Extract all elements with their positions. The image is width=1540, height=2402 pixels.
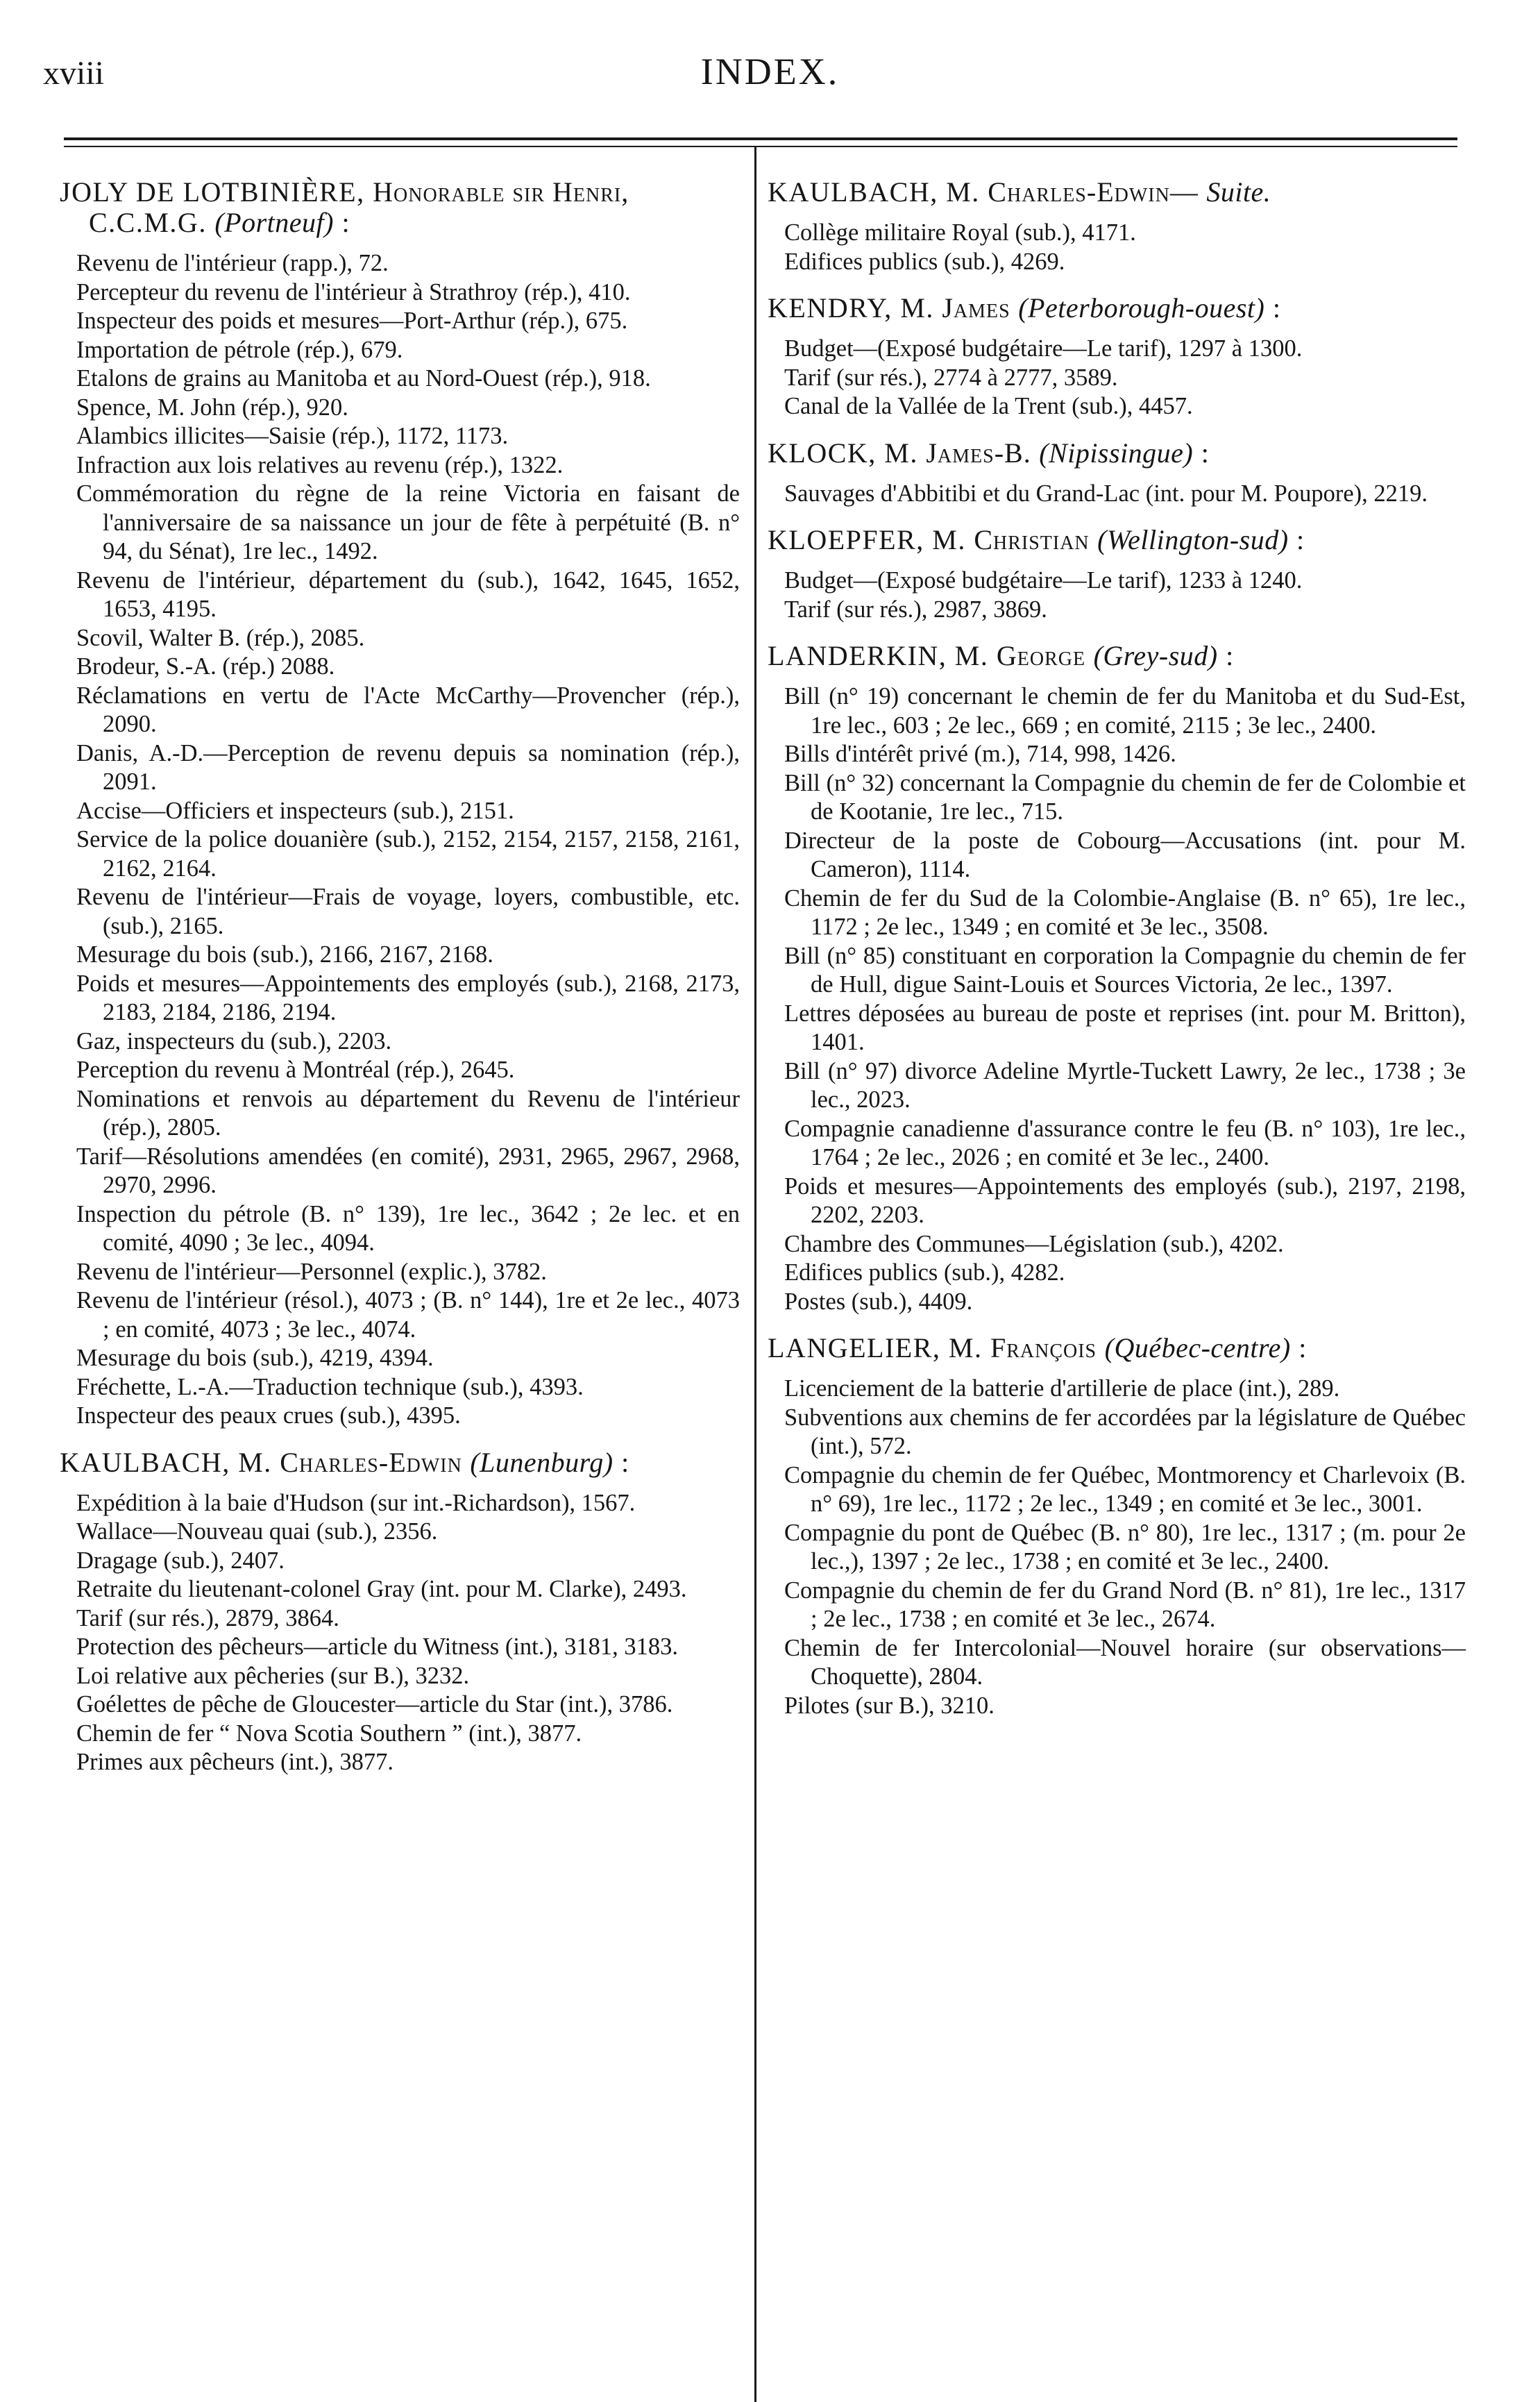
member-surname: LANDERKIN, M. [768, 640, 989, 671]
index-entry: Nominations et renvois au département du Revenu de l'intérieur (rép.), 2805. [76, 1085, 740, 1141]
index-entry: Mesurage du bois (sub.), 4219, 4394. [76, 1345, 434, 1371]
member-surname: KAULBACH, M. [60, 1446, 272, 1478]
heading-colon: : [1288, 524, 1305, 555]
member-riding: (Wellington-sud) [1097, 524, 1289, 555]
index-entry: Etalons de grains au Manitoba et au Nord-Ouest (rép.), 918. [76, 365, 651, 392]
member-riding: (Lunenburg) [470, 1446, 614, 1478]
index-entry: Brodeur, S.-A. (rép.) 2088. [76, 653, 335, 680]
index-entry: Edifices publics (sub.), 4269. [784, 248, 1065, 275]
index-entry: Accise—Officiers et inspecteurs (sub.), 2151. [76, 797, 514, 824]
member-riding: (Nipissingue) [1039, 437, 1194, 469]
heading-colon: : [1193, 437, 1210, 469]
index-entry: Mesurage du bois (sub.), 2166, 2167, 2168. [76, 941, 493, 968]
index-entry: Compagnie du chemin de fer Québec, Montmorency et Charlevoix (B. n° 69), 1re lec., 1172 ; 2e lec., 1349 ; en comité et 3e lec., 3001. [784, 1461, 1466, 1517]
index-entry: Bills d'intérêt privé (m.), 714, 998, 1426. [784, 741, 1176, 767]
index-entry: Compagnie du chemin de fer du Grand Nord (B. n° 81), 1re lec., 1317 ; 2e lec., 1738 ; en comité et 3e lec., 2674. [784, 1577, 1466, 1632]
member-surname: KENDRY, M. [768, 292, 934, 324]
index-entry: Chambre des Communes—Législation (sub.), 4202. [784, 1230, 1284, 1257]
index-entry: Réclamations en vertu de l'Acte McCarthy—Provencher (rép.), 2090. [76, 682, 740, 737]
index-person [60, 1447, 740, 1777]
index-entry: Tarif (sur rés.), 2987, 3869. [784, 596, 1047, 623]
index-column-right [768, 177, 1466, 1737]
member-given-name: James-B. [926, 437, 1031, 469]
index-entry-list [768, 1375, 1466, 1720]
index-person [768, 438, 1466, 509]
index-entry: Perception du revenu à Montréal (rép.), 2645. [76, 1057, 515, 1083]
index-entry: Alambics illicites—Saisie (rép.), 1172, 1173. [76, 423, 509, 449]
index-entry: Edifices publics (sub.), 4282. [784, 1259, 1065, 1286]
member-surname: KLOEPFER, M. [768, 524, 966, 555]
person-heading [768, 525, 1466, 555]
index-entry: Wallace—Nouveau quai (sub.), 2356. [76, 1518, 438, 1545]
index-entry-list [768, 219, 1466, 276]
index-entry: Pilotes (sur B.), 3210. [784, 1692, 995, 1719]
member-riding: (Grey-sud) [1093, 640, 1218, 671]
member-riding: (Portneuf) [214, 207, 334, 238]
member-riding: (Peterborough-ouest) [1018, 292, 1265, 324]
person-heading [768, 293, 1466, 324]
index-entry: Inspection du pétrole (B. n° 139), 1re lec., 3642 ; 2e lec. et en comité, 4090 ; 3e lec., 4094. [76, 1200, 740, 1256]
member-surname: JOLY DE LOTBINIÈRE, [60, 176, 365, 208]
index-entry: Poids et mesures—Appointements des employés (sub.), 2168, 2173, 2183, 2184, 2186, 2194. [76, 970, 740, 1025]
index-entry: Commémoration du règne de la reine Victoria en faisant de l'anniversaire de sa naissance un jour de fête à perpétuité (B. n° 94, du Sénat), 1re lec., 1492. [76, 480, 740, 564]
heading-colon: : [1217, 640, 1235, 671]
index-entry: Infraction aux lois relatives au revenu (rép.), 1322. [76, 451, 564, 478]
index-entry: Compagnie du pont de Québec (B. n° 80), 1re lec., 1317 ; (m. pour 2e lec.,), 1397 ; 2e lec., 1738 ; en comité et 3e lec., 2400. [784, 1519, 1466, 1574]
index-entry: Bill (n° 19) concernant le chemin de fer du Manitoba et du Sud-Est, 1re lec., 603 ; 2e lec., 669 ; en comité, 2115 ; 3e lec., 2400. [784, 683, 1466, 739]
index-entry: Loi relative aux pêcheries (sur B.), 3232. [76, 1662, 470, 1689]
index-entry: Lettres déposées au bureau de poste et reprises (int. pour M. Britton), 1401. [784, 1000, 1466, 1055]
index-entry: Fréchette, L.-A.—Traduction technique (sub.), 4393. [76, 1373, 584, 1400]
person-heading [60, 177, 740, 238]
member-surname: KLOCK, M. [768, 437, 918, 469]
index-entry: Revenu de l'intérieur (résol.), 4073 ; (B. n° 144), 1re et 2e lec., 4073 ; en comité, 4073 ; 3e lec., 4074. [76, 1287, 740, 1343]
index-entry: Bill (n° 32) concernant la Compagnie du chemin de fer de Colombie et de Kootanie, 1re lec., 715. [784, 769, 1466, 825]
column-divider [754, 146, 756, 2402]
index-person [768, 177, 1466, 276]
person-heading [768, 177, 1466, 208]
member-given-name: Charles-Edwin [280, 1446, 462, 1478]
index-entry: Revenu de l'intérieur (rapp.), 72. [76, 250, 389, 276]
index-entry: Bill (n° 97) divorce Adeline Myrtle-Tuckett Lawry, 2e lec., 1738 ; 3e lec., 2023. [784, 1057, 1466, 1113]
index-entry: Chemin de fer “ Nova Scotia Southern ” (int.), 3877. [76, 1720, 582, 1747]
index-entry: Canal de la Vallée de la Trent (sub.), 4457. [784, 393, 1193, 419]
index-entry: Tarif—Résolutions amendées (en comité), 2931, 2965, 2967, 2968, 2970, 2996. [76, 1143, 740, 1198]
index-entry: Retraite du lieutenant-colonel Gray (int. pour M. Clarke), 2493. [76, 1576, 687, 1602]
member-surname: KAULBACH, M. [768, 176, 980, 208]
index-entry-list [768, 335, 1466, 421]
index-entry: Poids et mesures—Appointements des employés (sub.), 2197, 2198, 2202, 2203. [784, 1173, 1466, 1228]
index-column-left [60, 177, 740, 1794]
index-entry-list [60, 249, 740, 1431]
index-person [768, 525, 1466, 624]
index-entry-list [768, 480, 1466, 509]
index-entry: Postes (sub.), 4409. [784, 1288, 973, 1315]
index-entry: Licenciement de la batterie d'artillerie de place (int.), 289. [784, 1375, 1340, 1402]
heading-colon: : [1290, 1332, 1308, 1363]
member-title: C.C.M.G. [89, 207, 207, 238]
heading-colon: : [613, 1446, 630, 1478]
index-entry: Service de la police douanière (sub.), 2152, 2154, 2157, 2158, 2161, 2162, 2164. [76, 826, 740, 882]
header-rule-thin [64, 146, 1457, 147]
member-riding: Suite. [1206, 176, 1271, 208]
index-entry: Chemin de fer Intercolonial—Nouvel horaire (sur observations—Choquette), 2804. [784, 1634, 1466, 1690]
index-entry-list [768, 566, 1466, 624]
index-entry: Percepteur du revenu de l'intérieur à Strathroy (rép.), 410. [76, 278, 631, 305]
index-entry: Tarif (sur rés.), 2879, 3864. [76, 1604, 339, 1631]
index-entry: Inspecteur des peaux crues (sub.), 4395. [76, 1402, 461, 1429]
person-heading [768, 438, 1466, 469]
index-entry-list [768, 682, 1466, 1316]
header-rule-thick [64, 137, 1457, 140]
index-entry: Collège militaire Royal (sub.), 4171. [784, 219, 1136, 246]
index-entry: Bill (n° 85) constituant en corporation la Compagnie du chemin de fer de Hull, digue Saint-Louis et Sources Victoria, 2e lec., 1397. [784, 942, 1466, 998]
index-entry: Tarif (sur rés.), 2774 à 2777, 3589. [784, 364, 1118, 391]
member-given-name: George [996, 640, 1086, 671]
index-entry: Revenu de l'intérieur—Personnel (explic.), 3782. [76, 1258, 547, 1285]
index-entry: Directeur de la poste de Cobourg—Accusations (int. pour M. Cameron), 1114. [784, 827, 1466, 882]
index-entry: Protection des pêcheurs—article du Witness (int.), 3181, 3183. [76, 1633, 678, 1660]
index-entry: Budget—(Exposé budgétaire—Le tarif), 1233 à 1240. [784, 567, 1303, 594]
index-entry: Danis, A.-D.—Perception de revenu depuis sa nomination (rép.), 2091. [76, 739, 740, 795]
index-entry-list [60, 1489, 740, 1777]
index-entry: Compagnie canadienne d'assurance contre le feu (B. n° 103), 1re lec., 1764 ; 2e lec., 2026 ; en comité et 3e lec., 2400. [784, 1115, 1466, 1170]
person-heading [768, 1333, 1466, 1363]
index-person [768, 641, 1466, 1316]
index-entry: Dragage (sub.), 2407. [76, 1547, 285, 1574]
index-entry: Importation de pétrole (rép.), 679. [76, 336, 403, 363]
member-given-name: James [942, 292, 1010, 324]
page-number: xviii [43, 55, 105, 92]
index-entry: Expédition à la baie d'Hudson (sur int.-Richardson), 1567. [76, 1489, 636, 1516]
index-entry: Gaz, inspecteurs du (sub.), 2203. [76, 1027, 392, 1055]
index-person [768, 293, 1466, 421]
index-entry: Sauvages d'Abbitibi et du Grand-Lac (int. pour M. Poupore), 2219. [784, 480, 1428, 507]
index-entry: Primes aux pêcheurs (int.), 3877. [76, 1749, 394, 1775]
index-entry: Subventions aux chemins de fer accordées par la législature de Québec (int.), 572. [784, 1404, 1466, 1459]
index-person [768, 1333, 1466, 1720]
member-given-name: Honorable sir Henri, [373, 176, 629, 208]
index-entry: Budget—(Exposé budgétaire—Le tarif), 1297 à 1300. [784, 335, 1303, 362]
heading-colon: : [333, 207, 351, 238]
index-entry: Revenu de l'intérieur, département du (sub.), 1642, 1645, 1652, 1653, 4195. [76, 566, 740, 622]
index-person [60, 177, 740, 1431]
index-entry: Chemin de fer du Sud de la Colombie-Anglaise (B. n° 65), 1re lec., 1172 ; 2e lec., 1349 ; en comité et 3e lec., 3508. [784, 884, 1466, 940]
member-surname: LANGELIER, M. [768, 1332, 983, 1363]
member-given-name: Christian [974, 524, 1090, 555]
page-title: INDEX. [700, 51, 840, 92]
index-entry: Scovil, Walter B. (rép.), 2085. [76, 624, 365, 651]
index-entry: Goélettes de pêche de Gloucester—article du Star (int.), 3786. [76, 1691, 673, 1717]
index-entry: Spence, M. John (rép.), 920. [76, 394, 348, 421]
index-entry: Revenu de l'intérieur—Frais de voyage, loyers, combustible, etc. (sub.), 2165. [76, 884, 740, 939]
person-heading [60, 1447, 740, 1478]
member-given-name: François [990, 1332, 1097, 1363]
index-entry: Inspecteur des poids et mesures—Port-Arthur (rép.), 675. [76, 308, 628, 334]
member-riding: (Québec-centre) [1104, 1332, 1291, 1363]
member-given-name: Charles-Edwin— [988, 176, 1199, 208]
heading-colon: : [1264, 292, 1282, 324]
person-heading [768, 641, 1466, 671]
